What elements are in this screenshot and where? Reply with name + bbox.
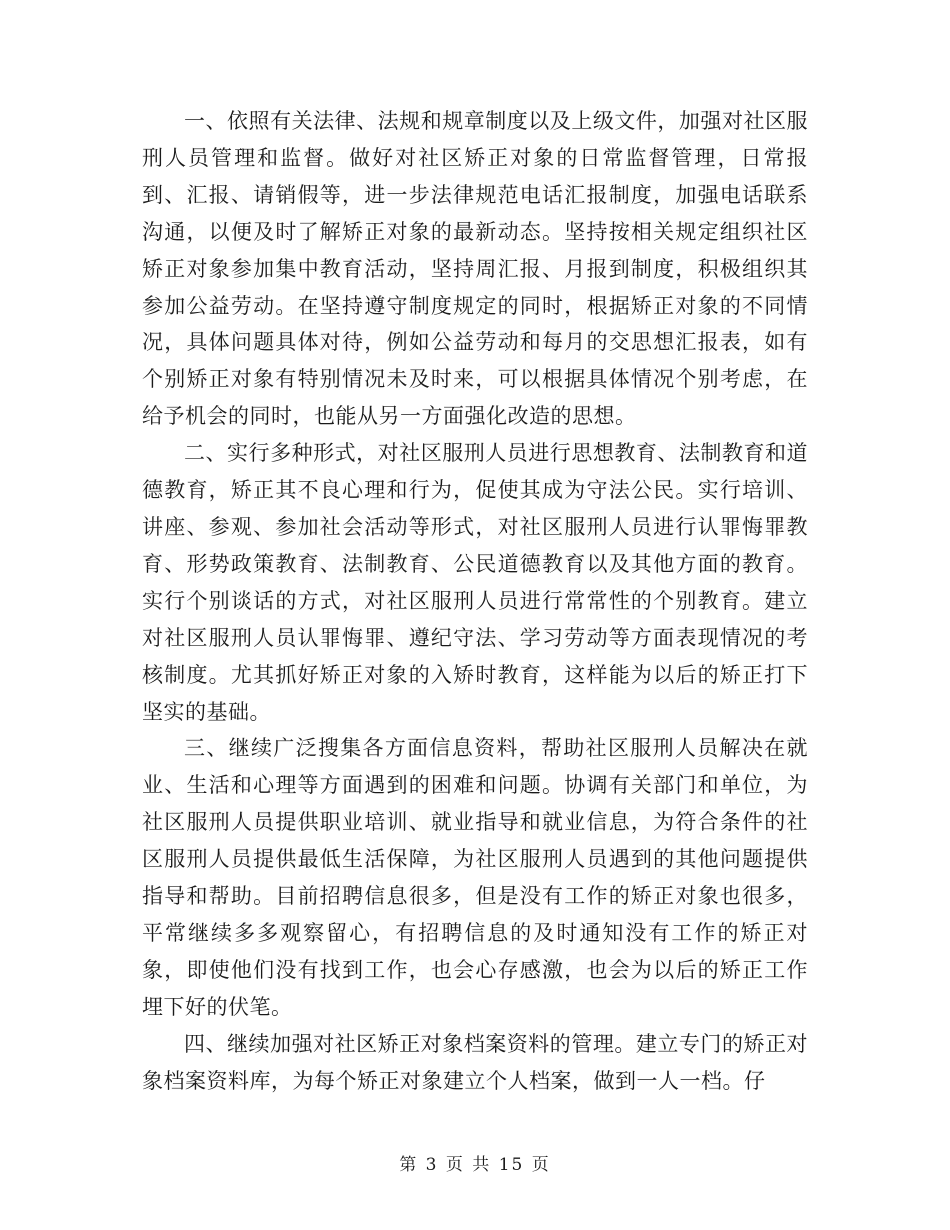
footer-current-page: 3 <box>425 1155 439 1175</box>
page-footer <box>0 1150 950 1175</box>
footer-total-pages: 15 <box>498 1155 525 1175</box>
footer-suffix: 页 <box>531 1155 551 1175</box>
footer-middle: 页 共 <box>445 1155 492 1175</box>
paragraph-3: 三、继续广泛搜集各方面信息资料，帮助社区服刑人员解决在就业、生活和心理等方面遇到的困难和问题。协调有关部门和单位，为社区服刑人员提供职业培训、就业指导和就业信息，为符合条件的社区服刑人员提供最低生活保障，为社区服刑人员遇到的其他问题提供指导和帮助。目前招聘信息很多，但是没有工作的矫正对象也很多，平常继续多多观察留心，有招聘信息的及时通知没有工作的矫正对象，即使他们没有找到工作，也会心存感激，也会为以后的矫正工作埋下好的伏笔。 <box>142 736 808 1019</box>
footer-prefix: 第 <box>399 1155 419 1175</box>
document-body <box>142 103 808 1099</box>
paragraph-4: 四、继续加强对社区矫正对象档案资料的管理。建立专门的矫正对象档案资料库，为每个矫正对象建立个人档案，做到一人一档。仔 <box>142 1031 808 1093</box>
paragraph-1: 一、依照有关法律、法规和规章制度以及上级文件，加强对社区服刑人员管理和监督。做好对社区矫正对象的日常监督管理，日常报到、汇报、请销假等，进一步法律规范电话汇报制度，加强电话联系沟通，以便及时了解矫正对象的最新动态。坚持按相关规定组织社区矫正对象参加集中教育活动，坚持周汇报、月报到制度，积极组织其参加公益劳动。在坚持遵守制度规定的同时，根据矫正对象的不同情况，具体问题具体对待，例如公益劳动和每月的交思想汇报表，如有个别矫正对象有特别情况未及时来，可以根据具体情况个别考虑，在给予机会的同时，也能从另一方面强化改造的思想。 <box>142 109 808 429</box>
paragraph-2: 二、实行多种形式，对社区服刑人员进行思想教育、法制教育和道德教育，矫正其不良心理和行为，促使其成为守法公民。实行培训、讲座、参观、参加社会活动等形式，对社区服刑人员进行认罪悔罪教育、形势政策教育、法制教育、公民道德教育以及其他方面的教育。实行个别谈话的方式，对社区服刑人员进行常常性的个别教育。建立对社区服刑人员认罪悔罪、遵纪守法、学习劳动等方面表现情况的考核制度。尤其抓好矫正对象的入矫时教育，这样能为以后的矫正打下坚实的基础。 <box>142 441 808 724</box>
